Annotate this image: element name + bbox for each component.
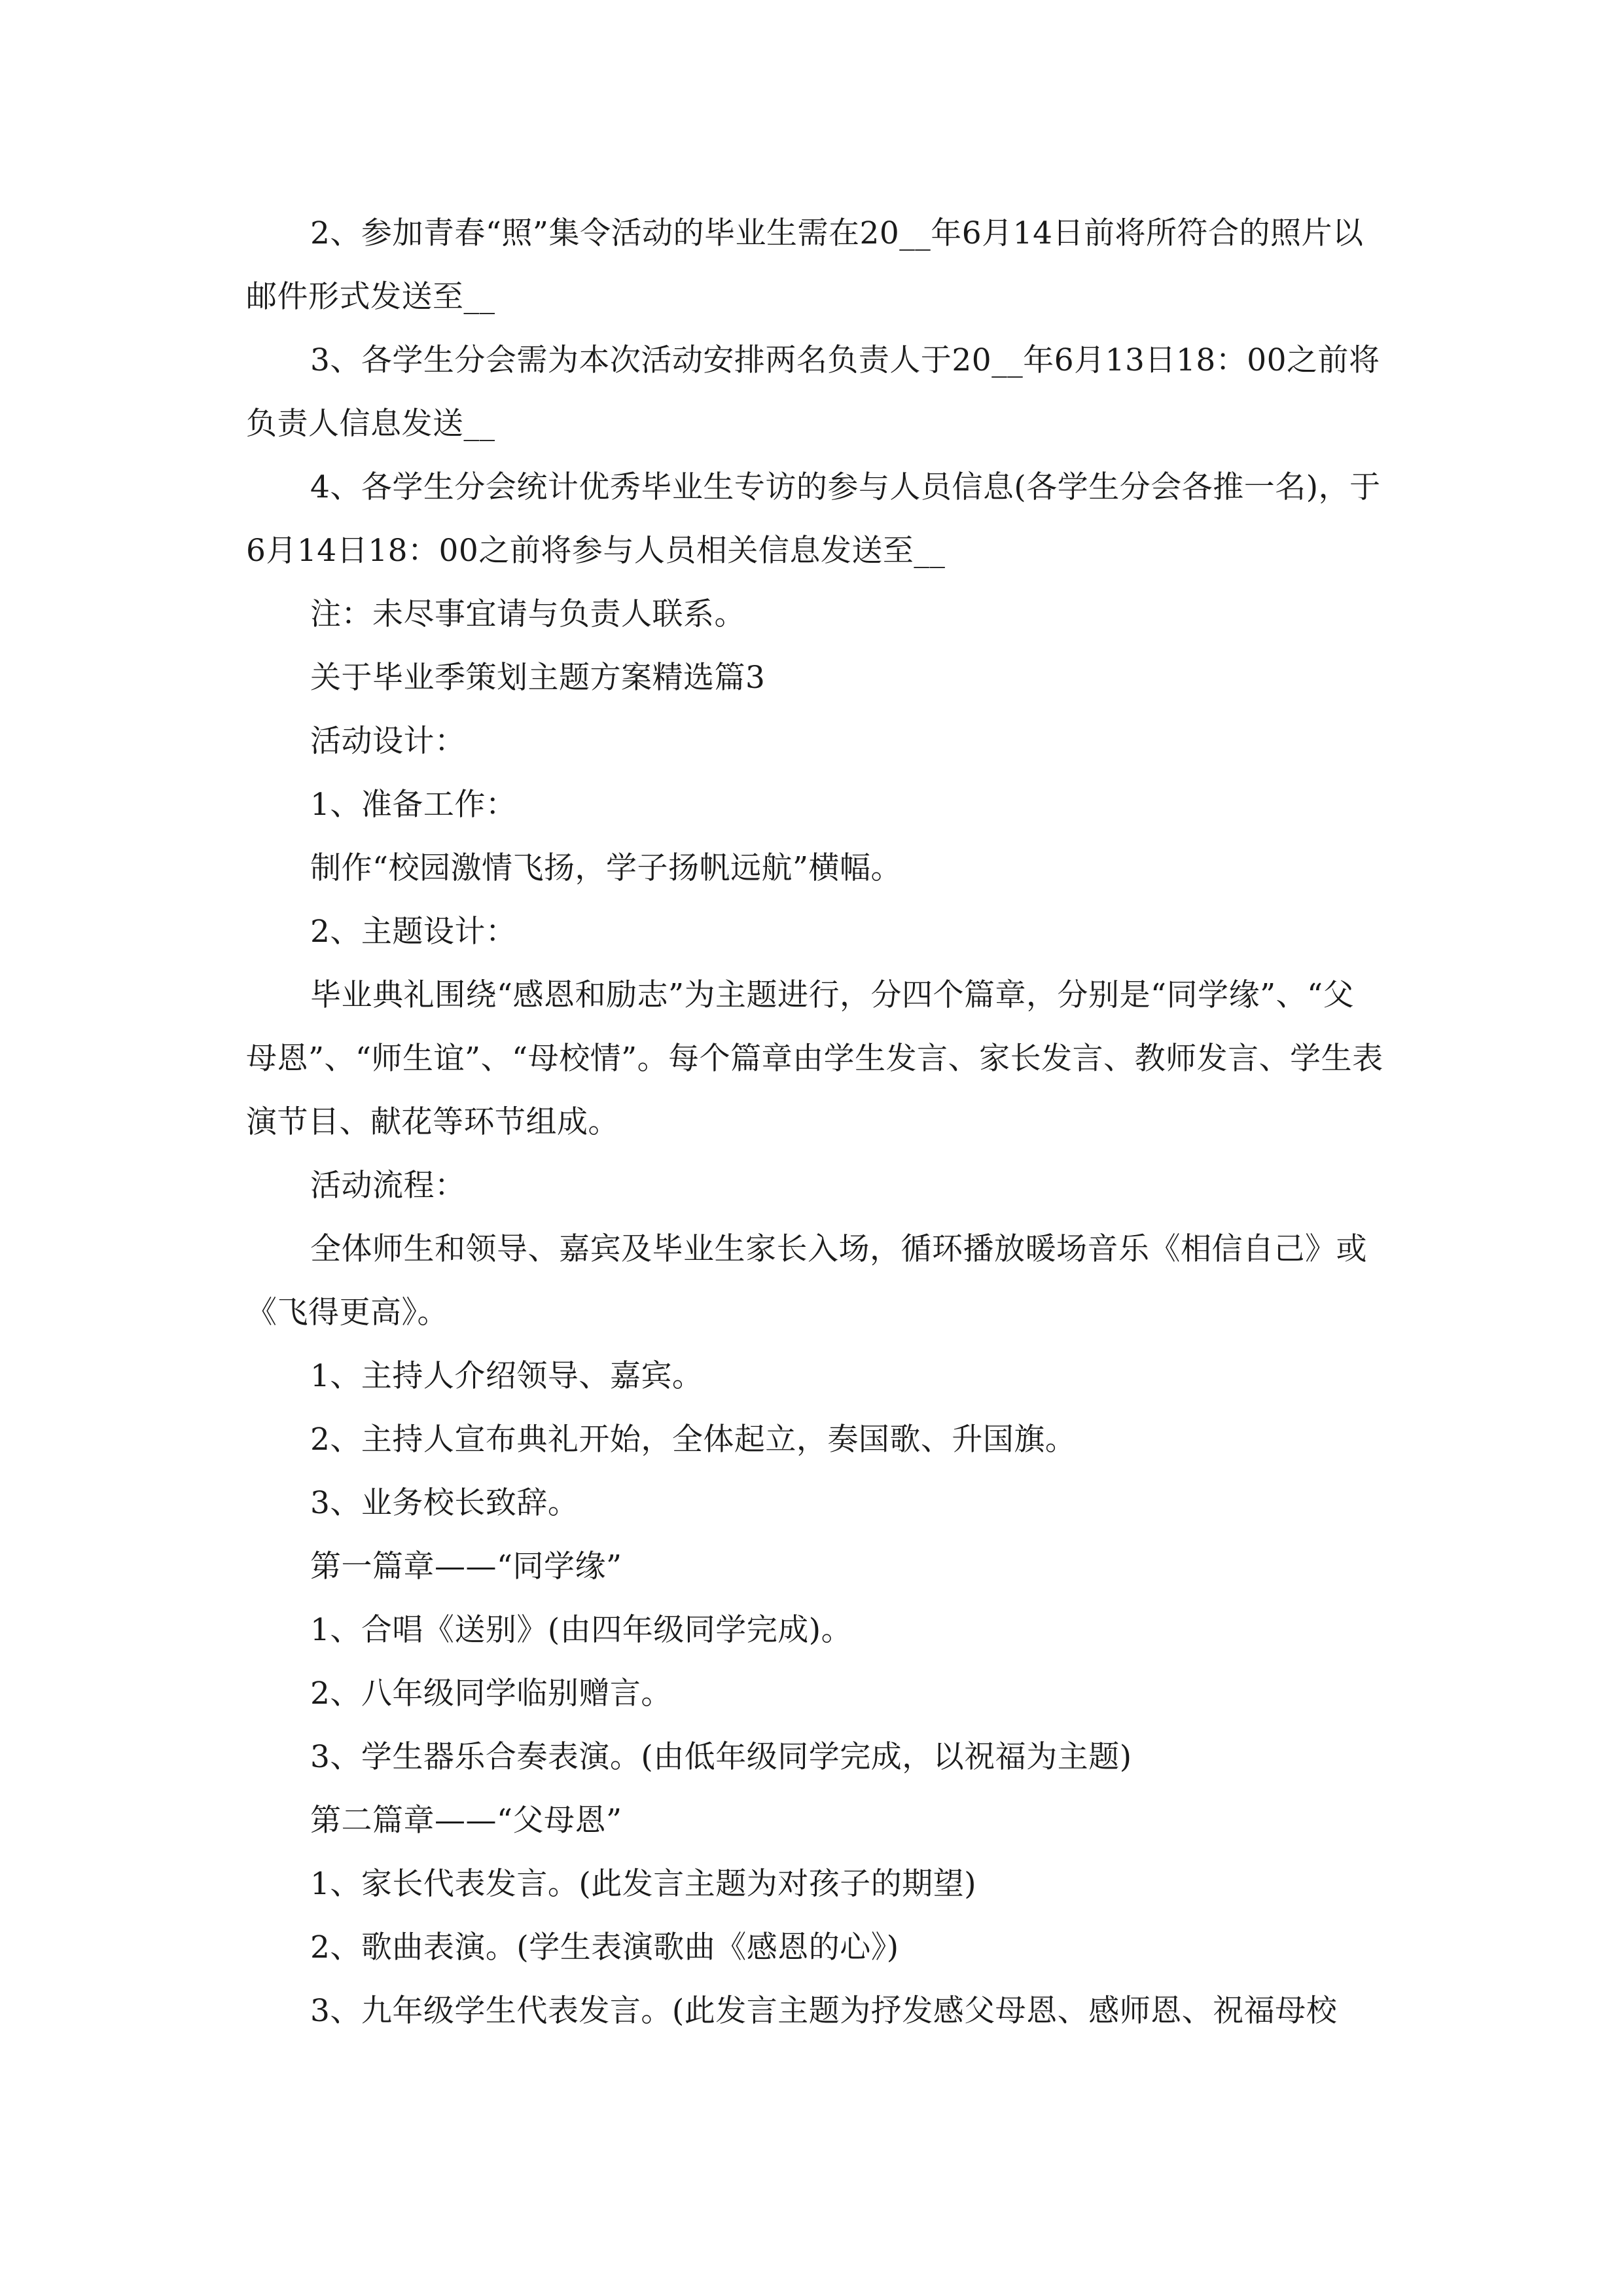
section-heading: 关于毕业季策划主题方案精选篇3 — [310, 660, 766, 696]
paragraph: 1、合唱《送别》(由四年级同学完成)。 — [310, 1612, 853, 1648]
paragraph: 全体师生和领导、嘉宾及毕业生家长入场，循环播放暖场音乐《相信自己》或《飞得更高》。 — [246, 1231, 1367, 1331]
document-body — [246, 202, 1385, 2043]
paragraph: 4、各学生分会统计优秀毕业生专访的参与人员信息(各学生分会各推一名)，于6月14日18：00之前将参与人员相关信息发送至__ — [246, 469, 1381, 569]
paragraph: 3、各学生分会需为本次活动安排两名负责人于20__年6月13日18：00之前将负责人信息发送__ — [246, 342, 1380, 442]
paragraph: 活动设计： — [310, 723, 466, 759]
paragraph: 3、业务校长致辞。 — [310, 1485, 579, 1521]
paragraph: 制作“校园激情飞扬，学子扬帆远航”横幅。 — [310, 850, 902, 886]
paragraph: 2、歌曲表演。(学生表演歌曲《感恩的心》) — [310, 1929, 899, 1965]
paragraph: 2、八年级同学临别赠言。 — [310, 1676, 672, 1712]
paragraph: 2、参加青春“照”集令活动的毕业生需在20__年6月14日前将所符合的照片以邮件形式发送至__ — [246, 215, 1364, 315]
paragraph: 3、学生器乐合奏表演。(由低年级同学完成，以祝福为主题) — [310, 1739, 1132, 1775]
paragraph: 1、主持人介绍领导、嘉宾。 — [310, 1358, 704, 1394]
paragraph: 毕业典礼围绕“感恩和励志”为主题进行，分四个篇章，分别是“同学缘”、“父母恩”、“师生谊”、“母校情”。每个篇章由学生发言、家长发言、教师发言、学生表演节目、献花等环节组成。 — [246, 977, 1383, 1140]
paragraph: 注：未尽事宜请与负责人联系。 — [310, 596, 745, 632]
paragraph: 1、家长代表发言。(此发言主题为对孩子的期望) — [310, 1866, 977, 1902]
paragraph: 1、准备工作： — [310, 787, 517, 823]
chapter-heading: 第二篇章——“父母恩” — [310, 1803, 622, 1839]
paragraph: 活动流程： — [310, 1168, 466, 1204]
paragraph: 3、九年级学生代表发言。(此发言主题为抒发感父母恩、感师恩、祝福母校 — [310, 1993, 1338, 2029]
paragraph: 2、主题设计： — [310, 914, 517, 950]
chapter-heading: 第一篇章——“同学缘” — [310, 1549, 622, 1585]
paragraph: 2、主持人宣布典礼开始，全体起立，奏国歌、升国旗。 — [310, 1422, 1077, 1458]
